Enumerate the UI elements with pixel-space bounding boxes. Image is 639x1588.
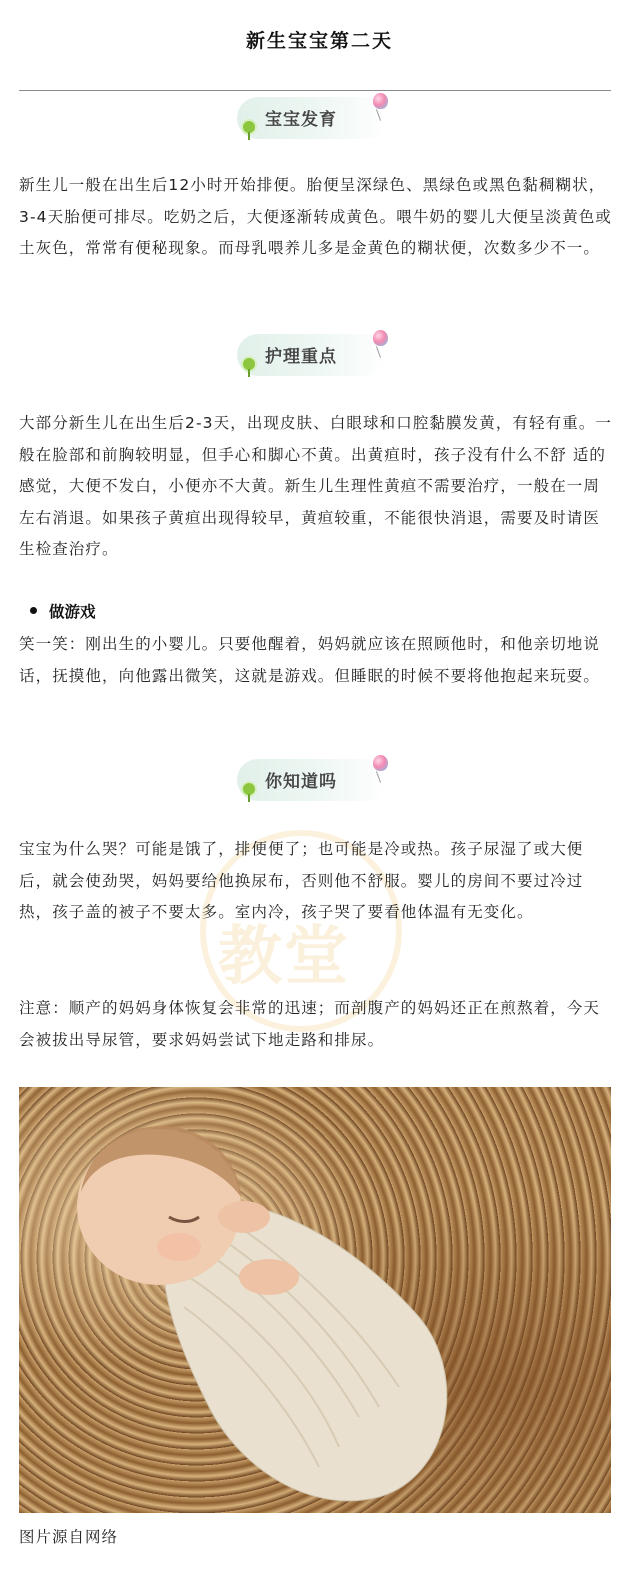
balloon-icon [373,330,388,346]
balloon-icon [373,755,388,771]
section-heading-label: 宝宝发育 [265,110,337,130]
newborn-illustration [19,1087,611,1513]
leaf-stem [248,132,250,140]
leaf-stem [248,369,250,377]
balloon-icon [373,93,388,109]
paragraph-note: 注意：顺产的妈妈身体恢复会非常的迅速；而剖腹产的妈妈还正在煎熬着，今天会被拔出导尿管，要求妈妈尝试下地走路和排尿。 [19,999,601,1049]
article-title: 新生宝宝第二天 [245,30,393,52]
section-heading-label: 你知道吗 [265,772,337,792]
title-divider [19,90,611,91]
leaf-stem [248,794,250,802]
bullet-label: 做游戏 [49,603,96,621]
section-heading-development [237,93,397,145]
section-heading-care [237,330,397,382]
section-heading-label: 护理重点 [265,347,337,367]
paragraph-development: 新生儿一般在出生后12小时开始排便。胎便呈深绿色、黑绿色或黑色黏稠糊状，3-4天胎便可排尽。吃奶之后，大便逐渐转成黄色。喂牛奶的婴儿大便呈淡黄色或土灰色，常常有便秘现象。而母乳喂养儿多是金黄色的糊状便，次数多少不一。 [19,176,613,257]
newborn-photo [19,1087,611,1513]
section-heading-did-you-know [237,755,397,807]
watermark-text: 教堂 [218,920,350,994]
bullet-item-games [30,600,96,622]
paragraph-did-you-know: 宝宝为什么哭？可能是饿了，排便便了；也可能是冷或热。孩子尿湿了或大便后，就会使劲哭，妈妈要给他换尿布，否则他不舒服。婴儿的房间不要过冷过热，孩子盖的被子不要太多。室内冷，孩子哭了要看他体温有无变化。 [19,840,584,921]
paragraph-games: 笑一笑：刚出生的小婴儿。只要他醒着，妈妈就应该在照顾他时，和他亲切地说话，抚摸他，向他露出微笑，这就是游戏。但睡眠的时候不要将他抱起来玩耍。 [19,635,601,685]
paragraph-care: 大部分新生儿在出生后2-3天，出现皮肤、白眼球和口腔黏膜发黄，有轻有重。一般在脸部和前胸较明显，但手心和脚心不黄。出黄疸时，孩子没有什么不舒 适的感觉，大便不发白，小便亦不大黄。新生儿生理性黄疸不需要治疗，一般在一周左右消退。如果孩子黄疸出现得较早，黄疸较重，不能很快消退，需要及时请医生检查治疗。 [19,414,613,558]
photo-caption: 图片源自网络 [19,1528,119,1546]
bullet-icon [30,607,37,614]
